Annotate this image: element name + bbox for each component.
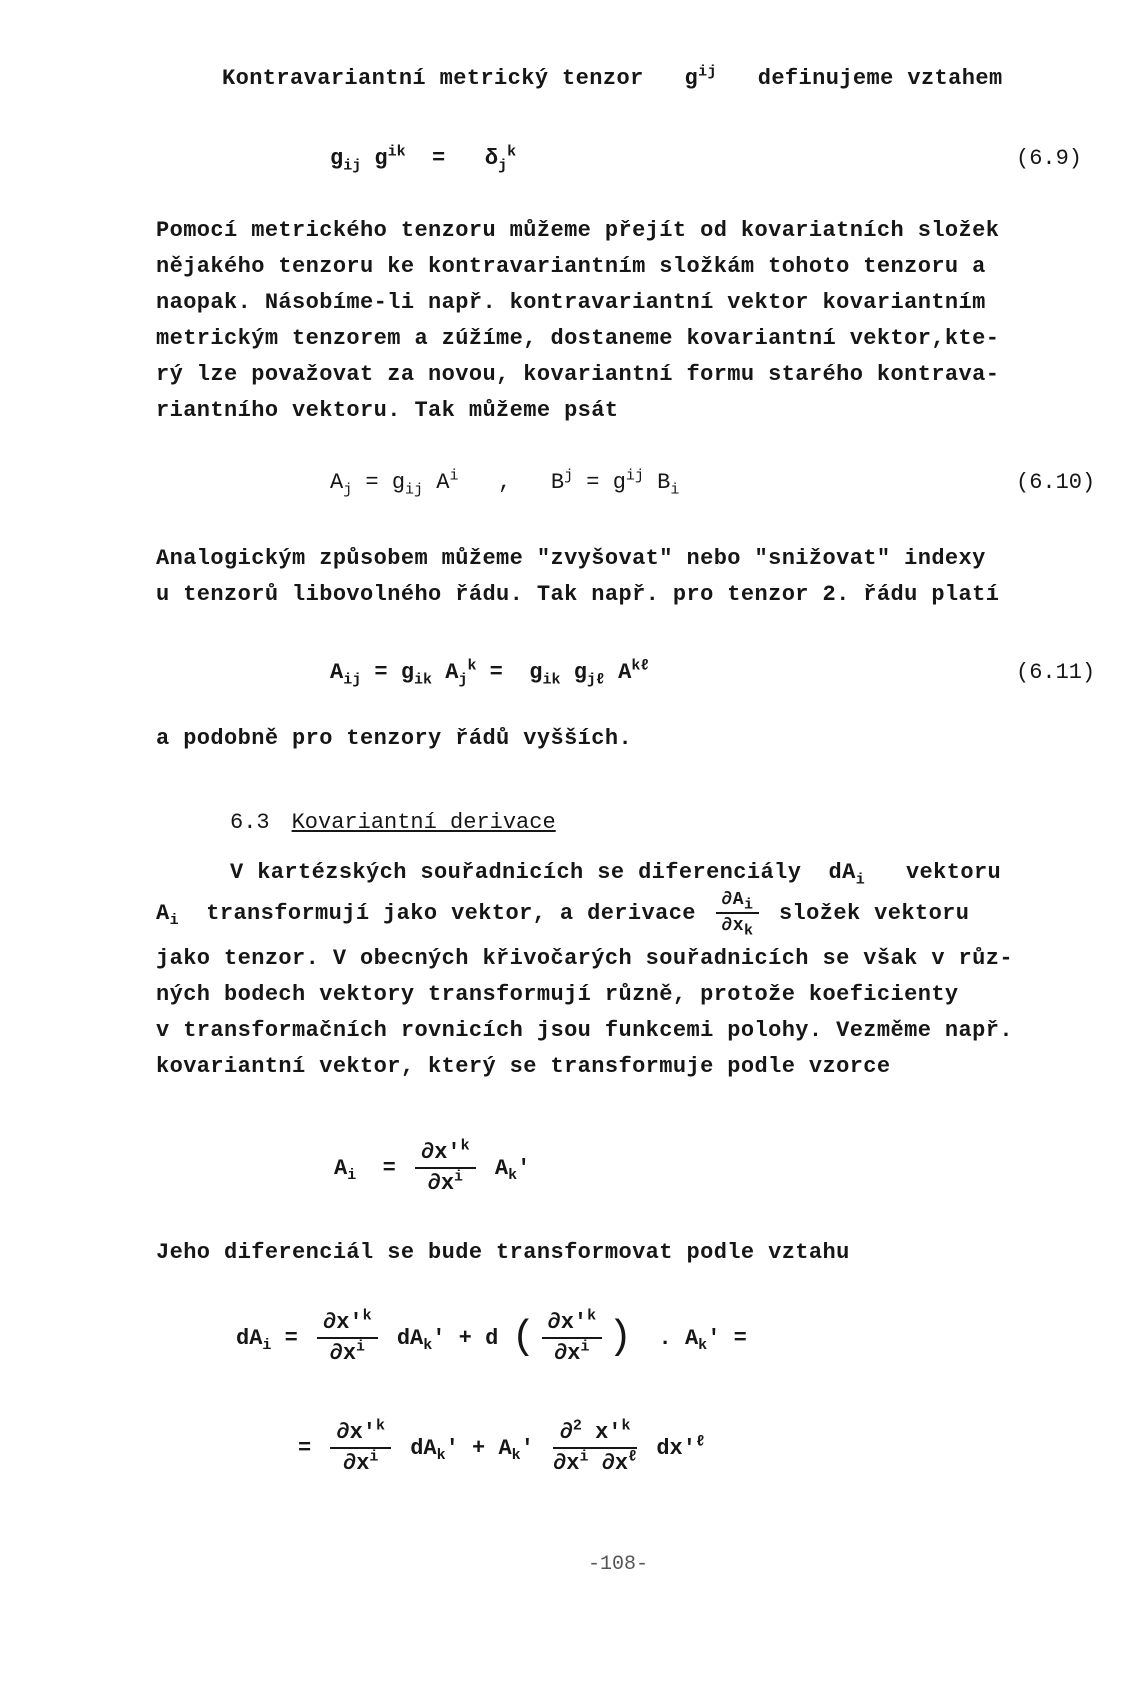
text: definujeme vztahem xyxy=(757,66,1003,91)
text-line: kovariantní vektor, který se transformuje podle vzorce xyxy=(156,1054,891,1079)
text: složek vektoru xyxy=(778,900,970,926)
fraction: $\frac{\partial x'^k}{\partial x^i}$ xyxy=(542,1310,603,1366)
text-line: Jeho diferenciál se bude transformovat podle vztahu xyxy=(156,1240,850,1265)
equation-6-10: $A_j = g_{ij}$ $A^i$ , $B^j = g^{ij}$ $B_i$ xyxy=(330,467,680,499)
text-line: rý lze považovat za novou, kovariantní formu starého kontrava- xyxy=(156,362,1000,387)
text: transformují jako vektor, a derivace xyxy=(206,900,696,926)
text-line: Analogickým způsobem můžeme "zvyšovat" nebo "snižovat" indexy xyxy=(156,546,986,571)
text-line: metrickým tenzorem a zúžíme, dostaneme kovariantní vektor,kte- xyxy=(156,326,1000,351)
equation-number: (6.11) xyxy=(1016,660,1096,685)
text-line: V kartézských souřadnicích se diferenciály $dA_i$ vektoru xyxy=(230,860,1002,889)
text-line: $A_i$ transformují jako vektor, a derivace $\frac{\partial A_i}{\partial x_k}$ složek vektoru xyxy=(156,890,970,940)
equation-6-9: $g_{ij}$ $g^{ik} = \delta_j^k$ xyxy=(330,143,517,175)
text-line: Pomocí metrického tenzoru můžeme přejít od kovariatních složek xyxy=(156,218,1000,243)
section-heading xyxy=(230,810,556,835)
text-line: jako tenzor. V obecných křivočarých souřadnicích se však v růz- xyxy=(156,946,1013,971)
text-line: nějakého tenzoru ke kontravariantním složkám tohoto tenzoru a xyxy=(156,254,986,279)
text-line: a podobně pro tenzory řádů vyšších. xyxy=(156,726,633,751)
fraction: $\frac{\partial^2 x'^k}{\partial x^i \partial x^\ell}$ xyxy=(553,1417,638,1476)
text-line: riantního vektoru. Tak můžeme psát xyxy=(156,398,619,423)
fraction: $\frac{\partial x'^k}{\partial x^i}$ xyxy=(317,1310,378,1366)
paragraph-intro: Kontravariantní metrický tenzor $g^{ij}$ definujeme vztahem xyxy=(222,63,1003,91)
page-number: -108- xyxy=(588,1553,649,1576)
text-line: u tenzorů libovolného řádu. Tak např. pro tenzor 2. řádu platí xyxy=(156,582,1000,607)
text-line: v transformačních rovnicích jsou funkcemi polohy. Vezměme např. xyxy=(156,1018,1013,1043)
fraction: $\frac{\partial x'^k}{\partial x^i}$ xyxy=(415,1140,476,1196)
equation-differential-2: = $\frac{\partial x'^k}{\partial x^i}$ $dA_k' + A_k'$ $\frac{\partial^2 x'^k}{\partial x^i \partial x^\ell}$ $dx'^\ell$ xyxy=(298,1417,705,1476)
equation-6-11: $A_{ij} = g_{ik}$ $A_j^k = g_{ik}$ $g_{j\ell}$ $A^{k\ell}$ xyxy=(330,657,650,689)
text: Kontravariantní metrický tenzor xyxy=(222,66,644,91)
equation-number: (6.10) xyxy=(1016,470,1096,495)
text: vektoru xyxy=(905,860,1002,885)
text-line: naopak. Násobíme-li např. kontravariantní vektor kovariantním xyxy=(156,290,986,315)
equation-transform: $A_i$ = $\frac{\partial x'^k}{\partial x^i}$ $A_k'$ xyxy=(334,1137,531,1196)
equation-number: (6.9) xyxy=(1016,146,1083,171)
text-line: ných bodech vektory transformují různě, protože koeficienty xyxy=(156,982,959,1007)
section-number: 6.3 xyxy=(230,810,270,835)
text: V kartézských souřadnicích se diferenciály xyxy=(230,860,802,885)
fraction: $\frac{\partial A_i}{\partial x_k}$ xyxy=(716,890,760,936)
equation-differential-1: $dA_i$ = $\frac{\partial x'^k}{\partial x^i}$ $dA_k' + d$ ( $\frac{\partial x'^k}{\partial x^i}$ ) . $A_k'$ = xyxy=(236,1307,747,1366)
section-title: Kovariantní derivace xyxy=(291,810,556,835)
fraction: $\frac{\partial x'^k}{\partial x^i}$ xyxy=(330,1420,391,1476)
